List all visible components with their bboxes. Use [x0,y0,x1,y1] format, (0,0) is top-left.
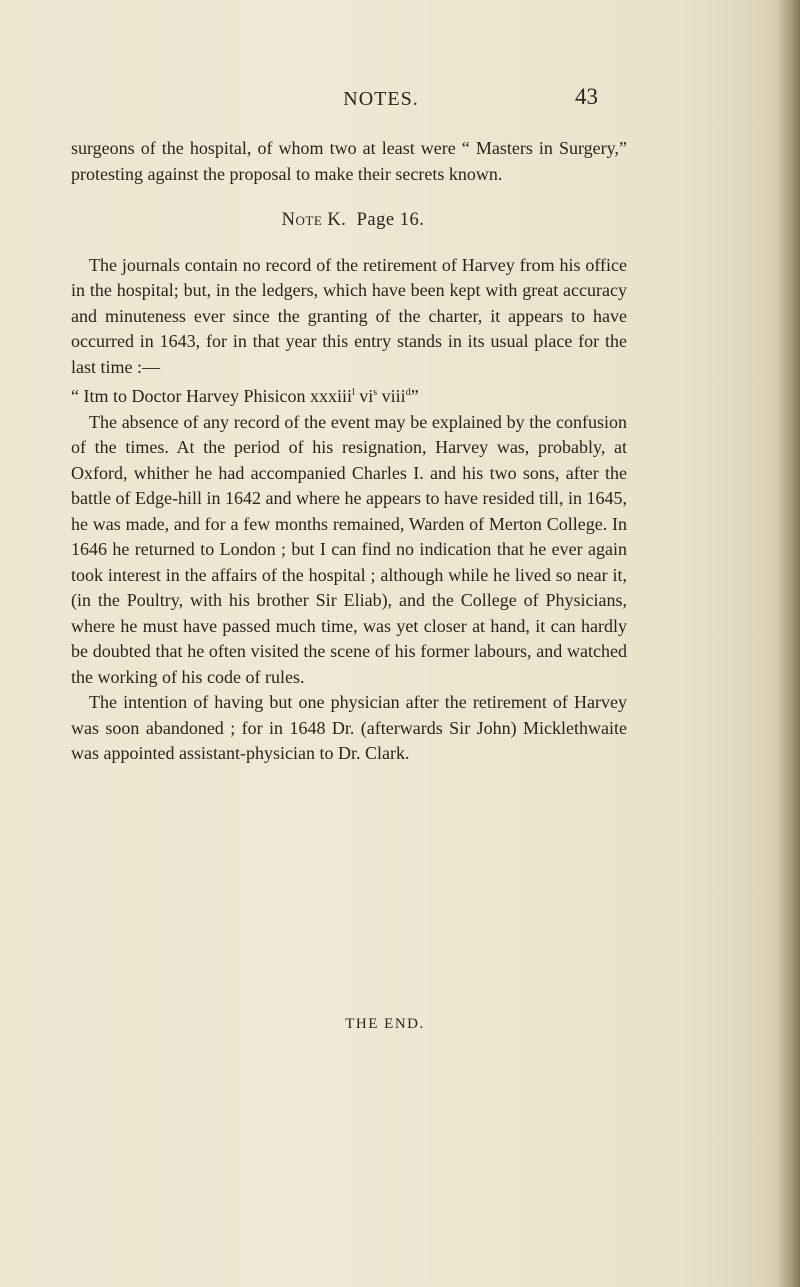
page-header [0,84,800,118]
note-heading [71,208,627,234]
ledger-close-quote: ” [410,386,419,406]
ledger-pounds: xxxiii [309,386,352,406]
ledger-pence-sup: d [405,387,411,398]
end-text: THE END. [345,1016,425,1032]
paragraph-absence-explained: The absence of any record of the event may be explained by the confusion of the times. At the period of his resignation, Harvey was, probably, at Oxford, whither he had accompanied Charles I. and his two sons, after the battle of Edge-hill in 1642 and where he appears to have resided till, in 1645, he was made, and for a few months remained, Warden of Merton College. In 1646 he returned to London ; but I can find no indication that he ever again took interest in the affairs of the hospital ; although while he lived so near it, (in the Poultry, with his brother Sir Eliab), and the College of Physicians, where he must have passed much time, was yet closer at hand, it can hardly be doubted that he often visited the scene of his former labours, and watched the working of his code of rules. [71,411,627,687]
ledger-shillings: vi [359,386,374,406]
running-head: NOTES. [343,88,419,110]
ledger-pence: viii [381,386,406,406]
ledger-shillings-sup: s [373,387,378,398]
page-number: 43 [575,84,598,109]
page-edge-shadow [778,0,800,1287]
ledger-pounds-sup: l [351,387,355,398]
paragraph-retirement-record: The journals contain no record of the retirement of Harvey from his office in the hospital; but, in the ledgers, which have been kept with great accuracy and minuteness ever since the granting of the charter, it appears to have occurred in 1643, for in that year this entry stands in its usual place for the last time :— [71,254,627,377]
opening-paragraph: surgeons of the hospital, of whom two at least were “ Masters in Surgery,” protesting against the proposal to make their secrets known. [71,138,627,184]
ledger-entry [71,380,627,410]
paragraph-later-physician: The intention of having but one physician after the retirement of Harvey was soon abandoned ; for in 1648 Dr. (afterwards Sir John) Micklethwaite was appointed assistant-physician to Dr. Clark. [71,692,627,763]
end-marker [0,1016,800,1033]
note-page-ref: Page 16. [356,210,425,230]
page-body [71,136,627,767]
note-label: Note K. [281,210,347,230]
ledger-entry-text: “ Itm to Doctor Harvey Phisicon [71,386,310,406]
